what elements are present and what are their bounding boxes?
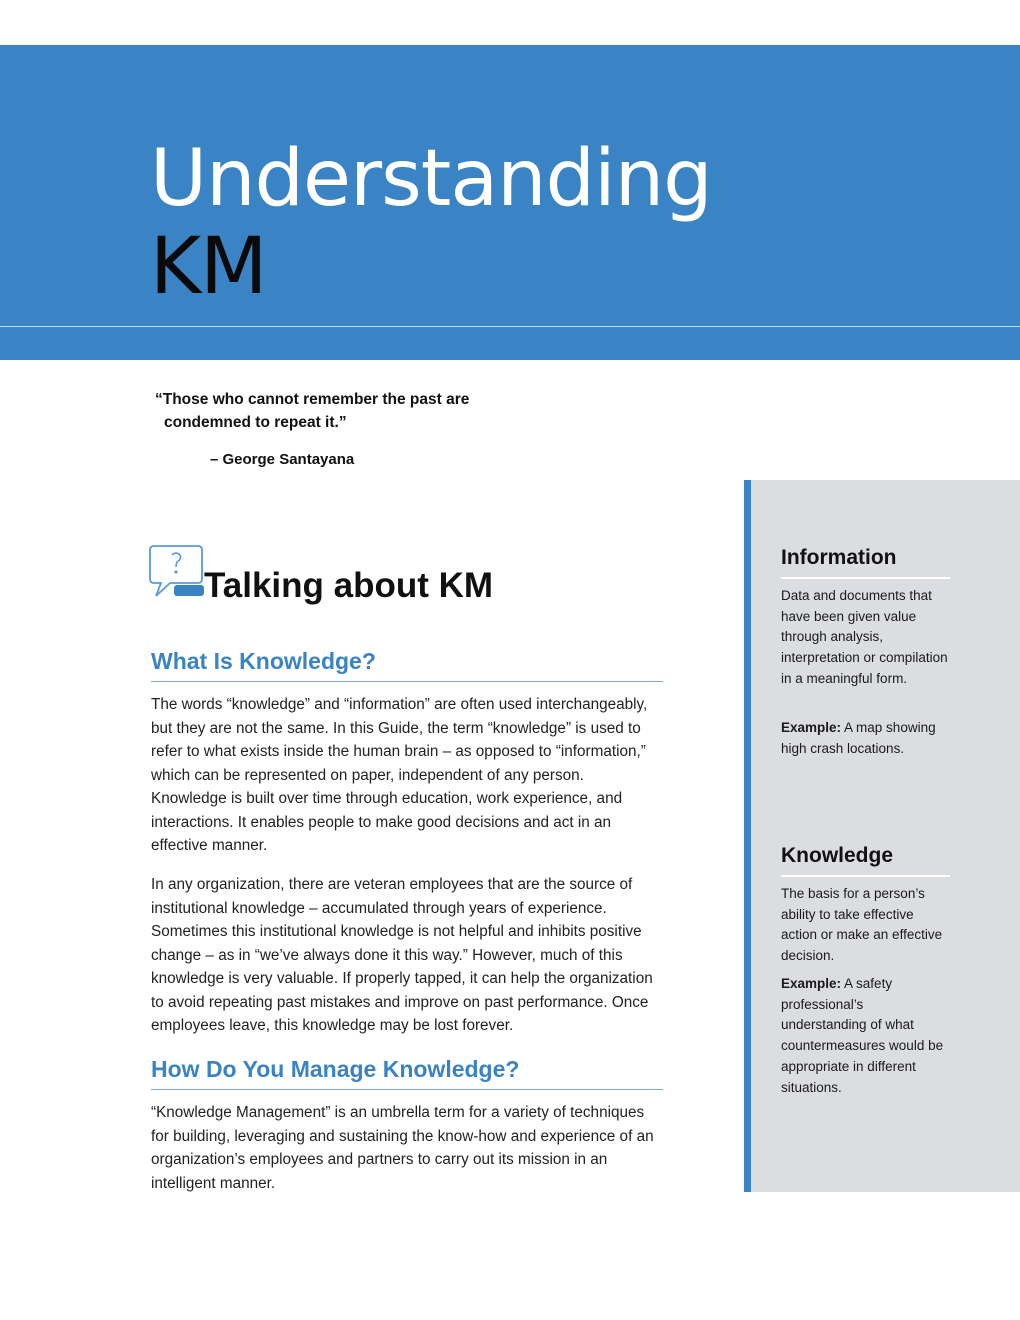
quote-attribution: – George Santayana [210, 451, 355, 468]
manage-knowledge-heading: How Do You Manage Knowledge? [151, 1056, 663, 1090]
what-is-knowledge-heading: What Is Knowledge? [151, 648, 663, 682]
sidebar-information-example [781, 718, 951, 759]
example-label: Example: [781, 720, 842, 735]
what-is-knowledge-paragraph-1: The words “knowledge” and “information” are often used interchangeably, but they are not the same. In this Guide, the term “knowledge” is used to refer to what exists inside the human brain – as opposed to “information,” which can be represented on paper, independent of any person. Knowledge is built over time through education, work experience, and interactions. It enables people to make good decisions and act in an effective manner. [151, 696, 648, 854]
sidebar-knowledge-example [781, 974, 951, 1098]
epigraph-quote [155, 388, 515, 434]
section-title: Talking about KM [204, 566, 494, 605]
quote-line2: condemned to repeat it.” [164, 414, 347, 431]
speech-bubble-question-icon [148, 543, 206, 601]
what-is-knowledge-paragraph-2: In any organization, there are veteran employees that are the source of institutional knowledge – accumulated through years of experience. Sometimes this institutional knowledge is not helpful and inhibits positive change – as in “we’ve always done it this way.” However, much of this knowledge is very valuable. If properly tapped, it can help the organization to avoid repeating past mistakes and improve on past performance. Once employees leave, this knowledge may be lost forever. [151, 876, 653, 1034]
sidebar-information-definition: Data and documents that have been given value through analysis, interpretation or compilation in a meaningful form. [781, 588, 948, 686]
banner-divider [0, 326, 1020, 327]
example-text: A safety professional’s understanding of what countermeasures would be appropriate in different situations. [781, 976, 944, 1095]
sidebar-information-heading: Information [781, 546, 950, 579]
quote-line1: “Those who cannot remember the past are [155, 391, 470, 408]
manage-knowledge-paragraph-1: “Knowledge Management” is an umbrella term for a variety of techniques for building, leveraging and sustaining the know-how and experience of an organization’s employees and partners to carry out its mission in an intelligent manner. [151, 1104, 654, 1192]
page-title-line2: KM [150, 222, 267, 312]
sidebar-knowledge-heading: Knowledge [781, 844, 950, 877]
page-title-line1: Understanding [150, 134, 712, 224]
sidebar-knowledge-definition: The basis for a person’s ability to take effective action or make an effective decision. [781, 886, 943, 964]
example-label: Example: [781, 976, 842, 991]
example-text: A map showing high crash locations. [781, 720, 936, 756]
